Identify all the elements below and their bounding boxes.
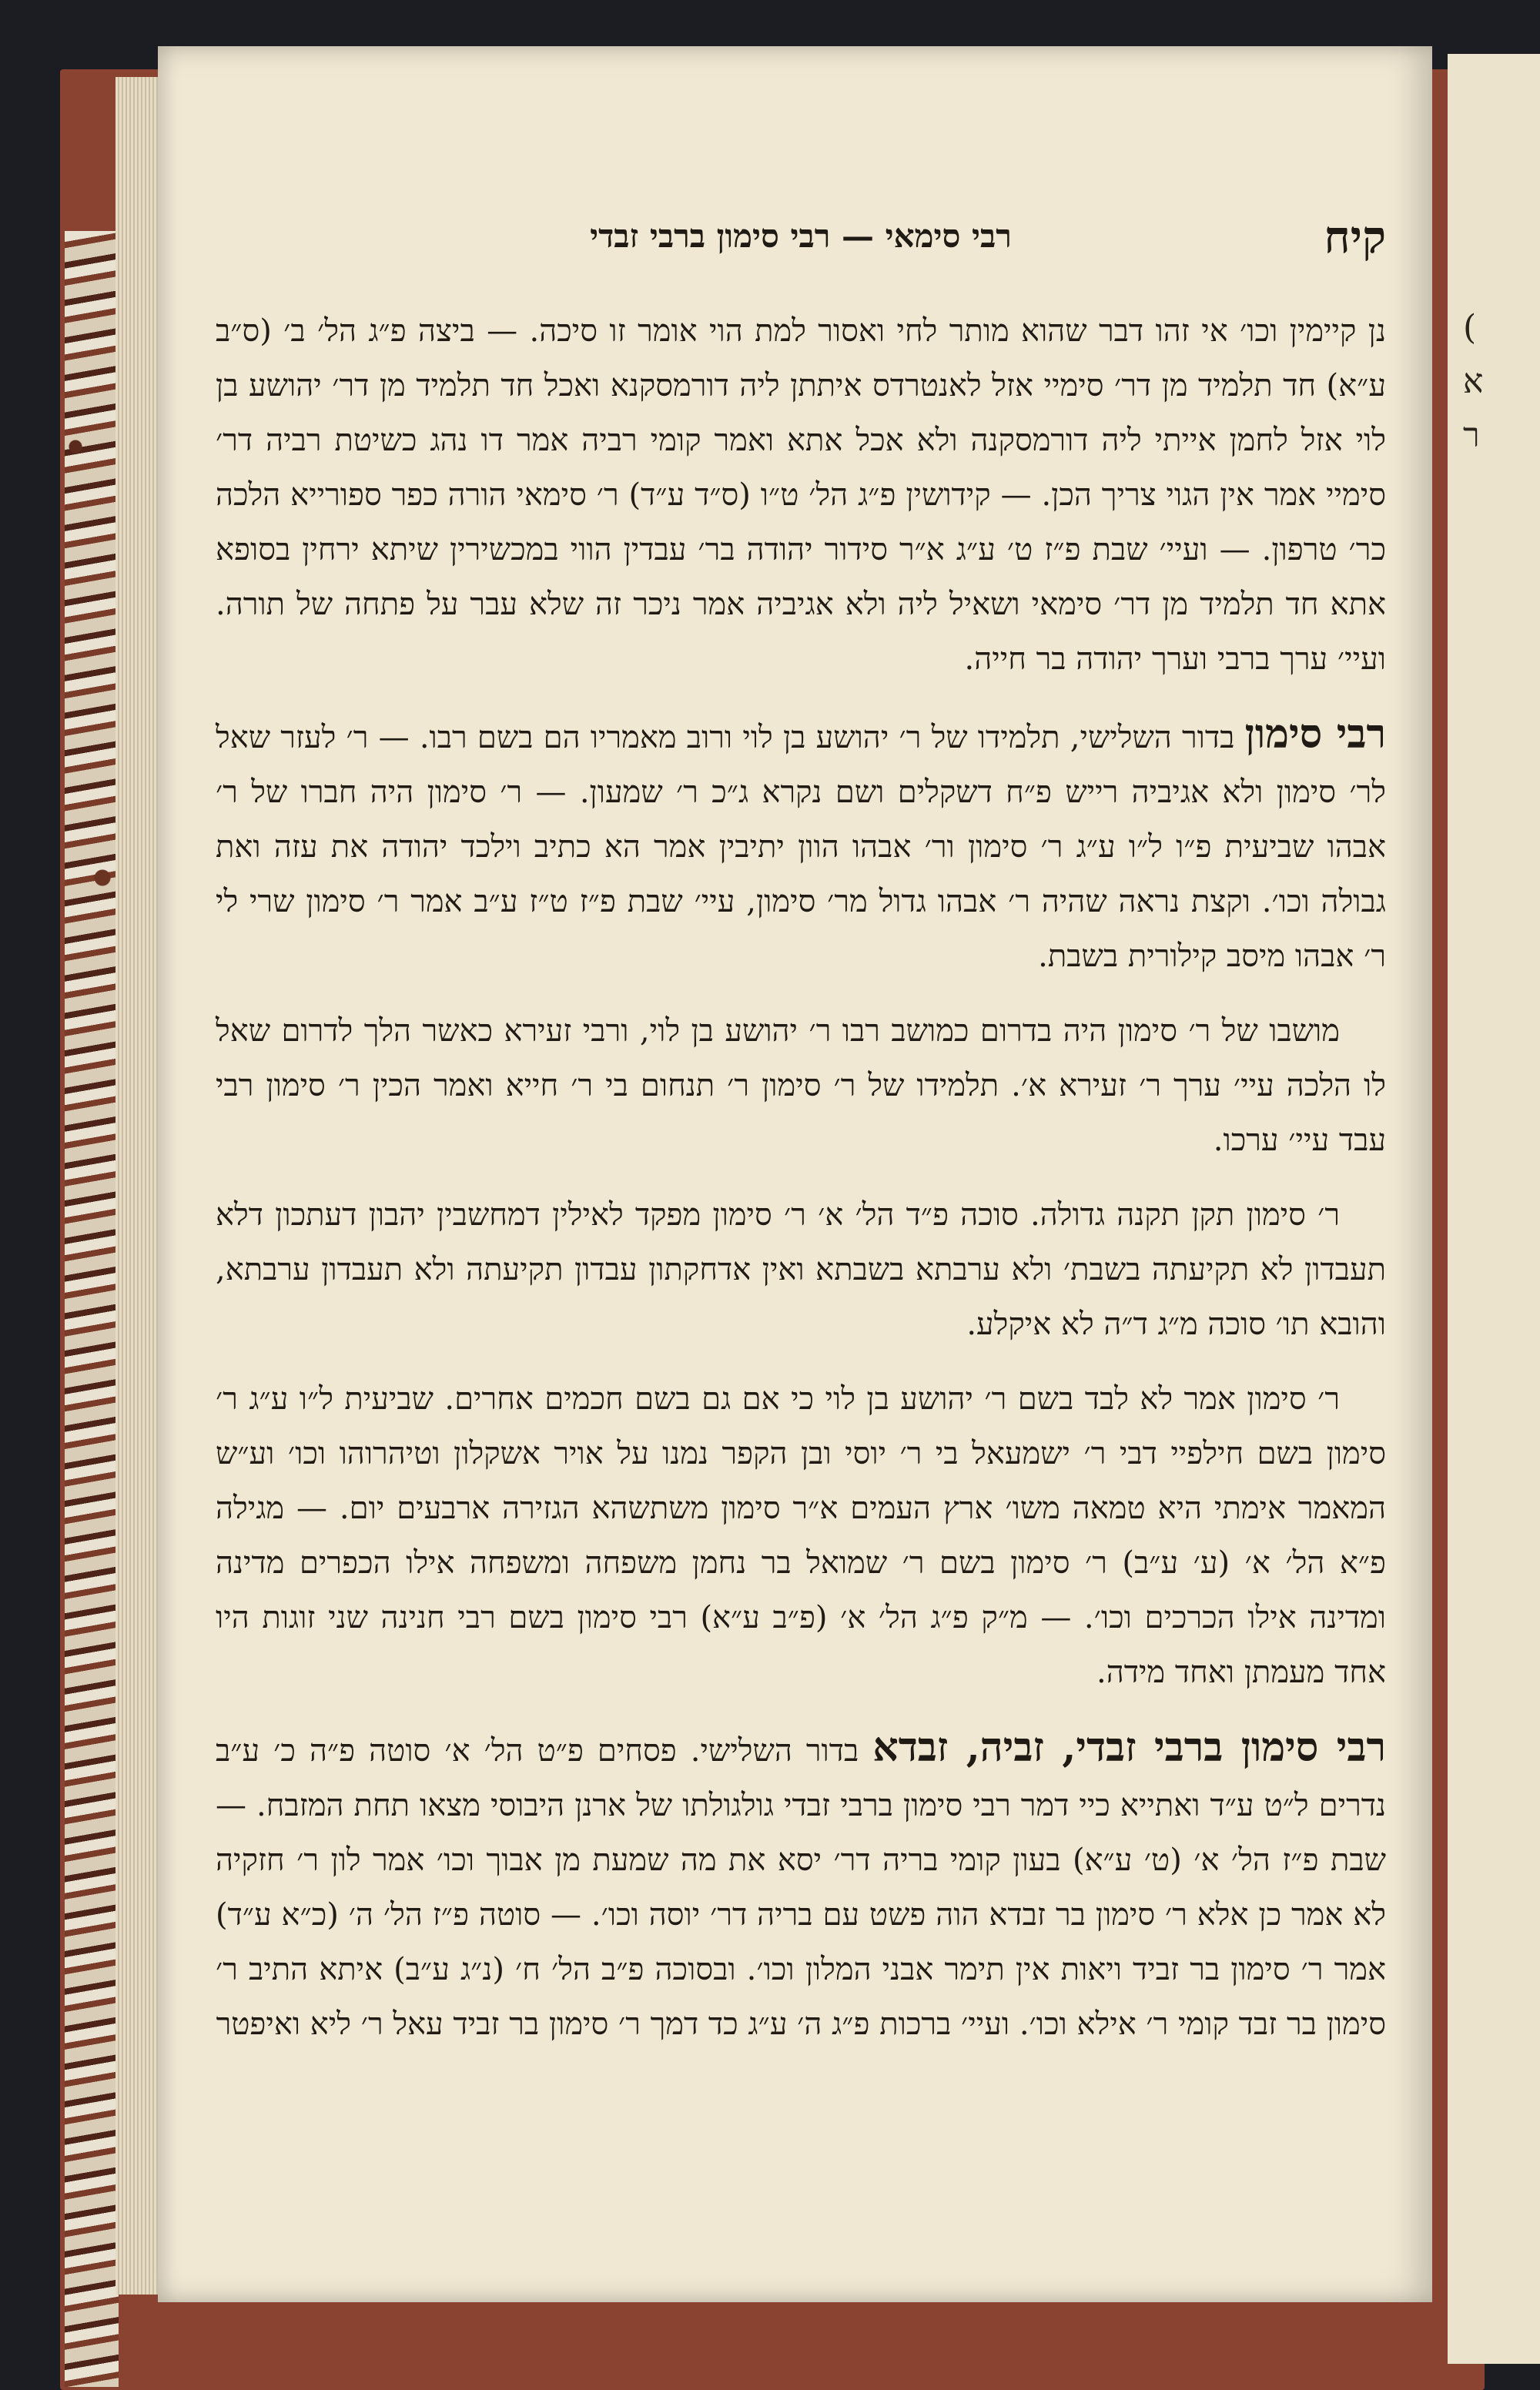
entry-heading: רבי סימון ברבי זבדי, זביה, זבדא xyxy=(872,1724,1387,1771)
paragraph-text: ר׳ סימון תקן תקנה גדולה. סוכה פ״ד הל׳ א׳ ר׳ סימון מפקד לאילין דמחשבין יהבון דעתכון דלא תעבדון לא תקיעתה בשבת׳ ולא ערבתא בשבתא ואין אדחקתון עבדון תקיעתה ולא תעבדון ערבתא, והובא תו׳ סוכה מ״ג ד״ה לא איקלע. xyxy=(216,1197,1386,1342)
paragraph xyxy=(216,300,1386,687)
paragraph xyxy=(216,1188,1386,1352)
paragraph xyxy=(216,1372,1386,1700)
paragraph-text: ר׳ סימון אמר לא לבד בשם ר׳ יהושע בן לוי כי אם גם בשם חכמים אחרים. שביעית ל״ו ע״ג ר׳ סימון בשם חילפיי דבי ר׳ ישמעאל בי ר׳ יוסי ובן הקפר נמנו על אויר אשקלון וטיהרוהו וכו׳ וע״ש המאמר אימתי היא טמאה משו׳ ארץ העמים א״ר סימון משתשהא הגזירה ארבעים יום. — מגילה פ״א הל׳ א׳ (ע׳ ע״ב) ר׳ סימון בשם ר׳ שמואל בר נחמן משפחה ומשפחה אילו הכפרים מדינה ומדינה אילו הכרכים וכו׳. — מ״ק פ״ג הל׳ א׳ (פ״ב ע״א) רבי סימון בשם רבי חנינה שני זוגות היו אחד מעמתן ואחד מידה. xyxy=(216,1381,1387,1690)
marbled-edge xyxy=(65,231,119,2387)
page-edges xyxy=(116,77,162,2295)
next-page-fragment: ( xyxy=(1463,308,1477,347)
paragraph-text: נן קיימין וכו׳ אי זהו דבר שהוא מותר לחי ואסור למת הוי אומר זו סיכה. — ביצה פ״ג הל׳ ב׳ (ס״ב ע״א) חד תלמיד מן דר׳ סימיי אזל לאנטרדס איתתן ליה דורמסקנא ואכל חד תלמיד מן דר׳ יהושע בן לוי אזל לחמן אייתי ליה דורמסקנה ולא אכל אתא ואמר קומי רביה אמר דו נהג כשיטת רביה דר׳ סימיי אמר אין הגוי צריך הכן. — קידושין פ״ג הל׳ ט״ו (ס״ד ע״ד) ר׳ סימאי הורה כפר ספורייא הלכה כר׳ טרפון. — ועיי׳ שבת פ״ז ט׳ ע״ג א״ר סידור יהודה בר׳ עבדין הווי במכשירין שיתא ירחין בסופא אתא חד תלמיד מן דר׳ סימאי ושאיל ליה ולא אגיביה אמר ניכר זה שלא עבר על פתחה של תורה. ועיי׳ ערך ברבי וערך יהודה בר חייה. xyxy=(216,313,1387,677)
paragraph xyxy=(216,707,1386,984)
paragraph xyxy=(216,1004,1386,1168)
entry-heading: רבי סימון xyxy=(1244,711,1386,758)
page-body xyxy=(216,300,1386,2072)
paragraph-text: מושבו של ר׳ סימון היה בדרום כמושב רבו ר׳ יהושע בן לוי, ורבי זעירא כאשר הלך לדרום שאל לו הלכה עיי׳ ערך ר׳ זעירא א׳. תלמידו של ר׳ סימון ר׳ תנחום בי ר׳ חייא ואמר הכין ר׳ סימון רבי עבד עיי׳ ערכו. xyxy=(216,1013,1386,1158)
next-page-fragment: א xyxy=(1463,362,1484,401)
running-title: רבי סימאי — רבי סימון ברבי זבדי xyxy=(590,217,1012,255)
paragraph-text: בדור השלישי. פסחים פ״ט הל׳ א׳ סוטה פ״ה כ׳ ע״ב נדרים ל״ט ע״ד ואתייא כיי דמר רבי סימון ברבי זבדי גולגולתו של ארנן היבוסי מצאו תחת המזבח. — שבת פ״ז הל׳ א׳ (ט׳ ע״א) בעון קומי בריה דר׳ יסא את מה שמעת מן אבוך וכו׳ אמר לון ר׳ חזקיה לא אמר כן אלא ר׳ סימון בר זבדא הוה פשט עם בריה דר׳ יוסה וכו׳. — סוטה פ״ז הל׳ ה׳ (כ״א ע״ד) אמר ר׳ סימון בר זביד ויאות אין תימר אבני המלון וכו׳. ובסוכה פ״ב הל׳ ח׳ (נ״ג ע״ב) איתא התיב ר׳ סימון בר זבד קומי ר׳ אילא וכו׳. ועיי׳ ברכות פ״ג ה׳ ע״ג כד דמך ר׳ סימון בר זביד עאל ר׳ ליא ואיפטר xyxy=(216,1733,1387,2042)
running-head xyxy=(216,211,1386,271)
paragraph-text: בדור השלישי, תלמידו של ר׳ יהושע בן לוי ורוב מאמריו הם בשם רבו. — ר׳ לעזר שאל לר׳ סימון ולא אגיביה רייש פ״ח דשקלים ושם נקרא ג״כ ר׳ שמעון. — ר׳ סימון היה חברו של ר׳ אבהו שביעית פ״ו ל״ו ע״ג ר׳ סימון ור׳ אבהו הוון יתיבין אמר הא כתיב וילכד יהודה את עזה ואת גבולה וכו׳. וקצת נראה שהיה ר׳ אבהו גדול מר׳ סימון, עיי׳ שבת פ״ז ט״ז ע״ב אמר ר׳ סימון שרי לי ר׳ אבהו מיסב קילורית בשבת. xyxy=(216,720,1386,974)
paragraph xyxy=(216,1720,1386,2052)
next-page xyxy=(1448,54,1540,2364)
next-page-fragment: ר xyxy=(1463,416,1480,455)
page-number: קיח xyxy=(1324,211,1386,263)
